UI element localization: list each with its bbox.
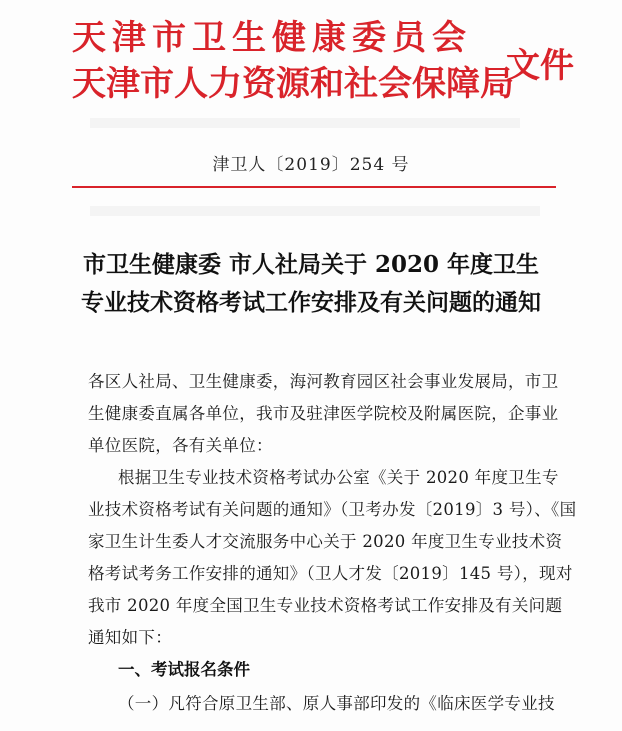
paragraph-line: 格考试考务工作安排的通知》（卫人才发〔2019〕145 号），现对 [88, 564, 573, 583]
addressee-line: 各区人社局、卫生健康委，海河教育园区社会事业发展局，市卫 [88, 372, 559, 391]
paragraph-line: 业技术资格考试有关问题的通知》（卫考办发〔2019〕3 号）、《国 [88, 500, 577, 519]
paper-bleed [90, 118, 520, 128]
paragraph-line: 家卫生计生委人才交流服务中心关于 2020 年度卫生专业技术资 [88, 532, 563, 551]
letterhead-line-1: 天津市卫生健康委员会 [72, 18, 472, 58]
paper-bleed [90, 206, 540, 216]
red-divider-rule [72, 186, 556, 188]
letterhead-suffix: 文件 [506, 46, 574, 86]
document-number: 津卫人〔2019〕254 号 [212, 155, 410, 175]
section-heading: 一、考试报名条件 [118, 660, 250, 679]
letterhead-line-2: 天津市人力资源和社会保障局 [72, 64, 514, 104]
paragraph-line: 我市 2020 年度全国卫生专业技术资格考试工作安排及有关问题 [88, 596, 563, 615]
subsection-line: （一）凡符合原卫生部、原人事部印发的《临床医学专业技 [118, 694, 555, 713]
addressee-line: 生健康委直属各单位，我市及驻津医学院校及附属医院，企事业 [88, 404, 559, 423]
document-title-line-2: 专业技术资格考试工作安排及有关问题的通知 [81, 289, 541, 316]
paragraph-line: 根据卫生专业技术资格考试办公室《关于 2020 年度卫生专 [118, 468, 559, 487]
addressee-line: 单位医院，各有关单位： [88, 436, 273, 455]
paragraph-line: 通知如下： [88, 628, 172, 647]
document-title-line-1: 市卫生健康委 市人社局关于 2020 年度卫生 [82, 251, 540, 278]
